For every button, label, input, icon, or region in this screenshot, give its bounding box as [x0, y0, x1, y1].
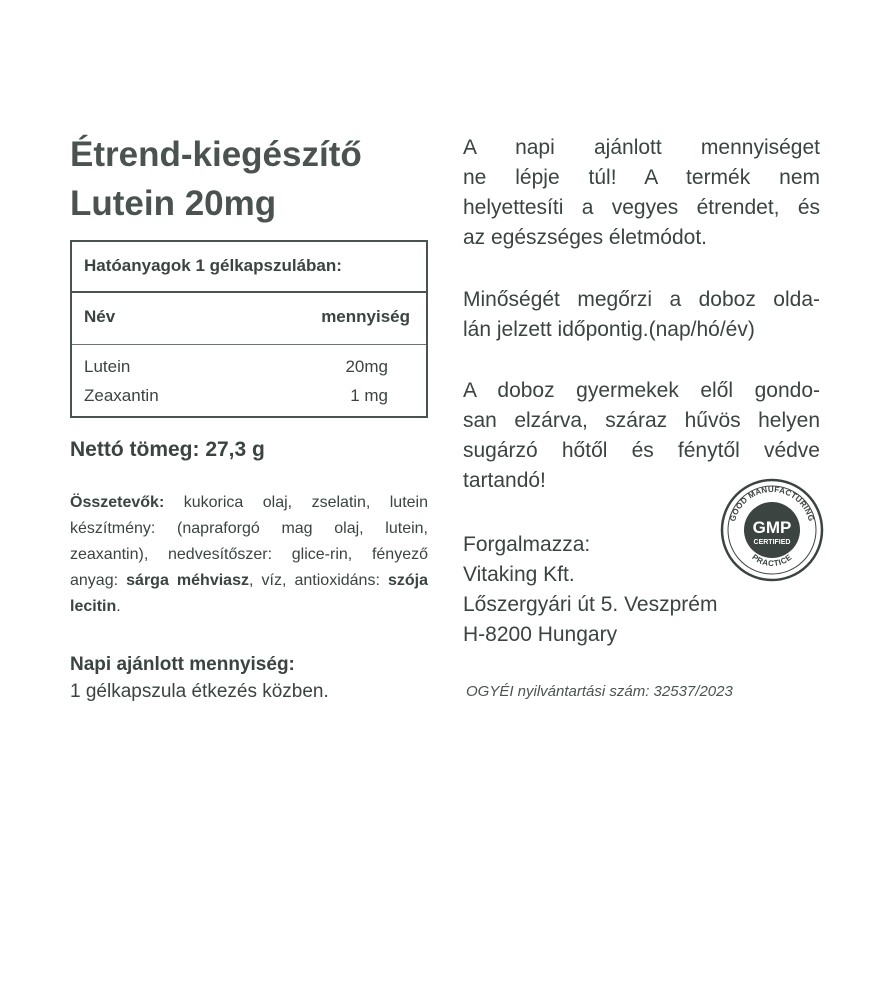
seal-bottom-text: PRACTICE: [750, 552, 794, 569]
best-before-text: [463, 285, 820, 345]
best-before-line: Minőségét megőrzi a doboz olda-: [463, 288, 820, 311]
composition-label: Összetevők:: [70, 494, 165, 511]
storage-line: A doboz gyermekek elől gondo-: [463, 379, 820, 402]
ingredients-table: [70, 240, 428, 418]
title-line-1: Étrend-kiegészítő: [70, 135, 362, 174]
distributor-address: Lőszergyári út 5. Veszprém: [463, 593, 718, 616]
ingredient-name: Lutein: [84, 357, 131, 376]
distributor-name: Vitaking Kft.: [463, 563, 575, 586]
storage-line: tartandó!: [463, 469, 546, 492]
seal-top-text: GOOD MANUFACTURING: [728, 484, 816, 523]
warning-line: A napi ajánlott mennyiséget: [463, 136, 820, 159]
daily-dose: [70, 651, 430, 705]
composition-text: [70, 490, 428, 620]
table-divider: [72, 291, 426, 293]
registration-number: OGYÉI nyilvántartási szám: 32537/2023: [466, 683, 733, 700]
table-row: [84, 357, 388, 377]
composition-bold: sárga méhviasz: [126, 572, 249, 589]
warning-line: az egészséges életmódot.: [463, 226, 707, 249]
warning-line: ne lépje túl! A termék nem: [463, 166, 820, 189]
dose-text: 1 gélkapszula étkezés közben.: [70, 681, 329, 702]
ingredient-name: Zeaxantin: [84, 386, 159, 405]
distributor-label: Forgalmazza:: [463, 533, 591, 556]
gmp-certified-seal: [720, 478, 824, 582]
composition-part: kukorica olaj, zselatin, lutein készítmény: (napraforgó mag olaj, lutein, zeaxantin), nedvesítőszer: glice-rin, fényező anyag:: [70, 494, 428, 589]
seal-center-text: GMP: [752, 518, 792, 537]
storage-line: sugárzó hőtől és fénytől védve: [463, 439, 820, 462]
warning-line: helyettesíti a vegyes étrendet, és: [463, 196, 820, 219]
distributor-info: [463, 530, 743, 650]
distributor-country: H-8200 Hungary: [463, 623, 618, 646]
dose-label: Napi ajánlott mennyiség:: [70, 654, 295, 675]
composition-bold: szója lecitin: [70, 572, 429, 615]
warning-text: [463, 133, 820, 253]
table-row: [84, 386, 388, 406]
product-title: [70, 130, 450, 228]
title-line-2: Lutein 20mg: [70, 184, 277, 223]
composition-part: .: [116, 598, 121, 615]
ingredient-amount: 1 mg: [350, 386, 388, 405]
best-before-line: lán jelzett időpontig.(nap/hó/év): [463, 318, 755, 341]
net-weight: Nettó tömeg: 27,3 g: [70, 438, 265, 461]
column-header-name: Név: [84, 307, 116, 326]
table-divider: [72, 344, 426, 345]
ingredients-heading: Hatóanyagok 1 gélkapszulában:: [84, 256, 342, 275]
column-header-amount: mennyiség: [321, 307, 410, 326]
seal-certified-text: CERTIFIED: [753, 539, 791, 546]
ingredient-amount: 20mg: [345, 357, 388, 376]
composition-part: , víz, antioxidáns:: [248, 572, 388, 589]
storage-line: san elzárva, száraz hűvös helyen: [463, 409, 820, 432]
